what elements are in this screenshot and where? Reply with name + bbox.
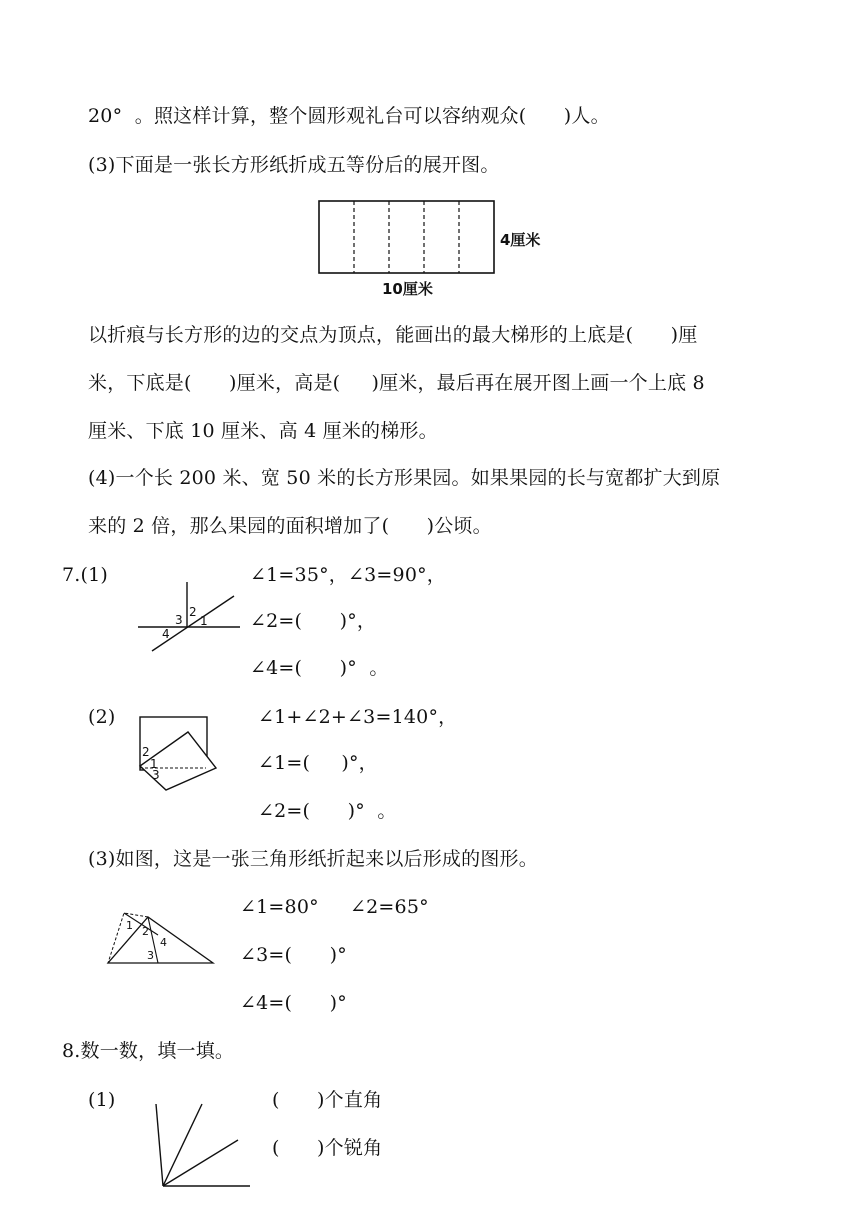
q7-3-title: (3)如图，这是一张三角形纸折起来以后形成的图形。 — [88, 848, 538, 870]
q6-3-line2: 米，下底是( )厘米，高是( )厘米，最后再在展开图上画一个上底 8 — [88, 372, 705, 394]
angle-2-label: 2 — [142, 745, 150, 759]
vertical-ray — [156, 1104, 163, 1186]
intersecting-lines-figure — [130, 574, 245, 654]
angle-1-label: 1 — [150, 757, 158, 771]
angle-1-label: 1 — [126, 919, 133, 932]
folded-triangle-figure — [100, 905, 220, 970]
q7-2-angle2: ∠2=( )° 。 — [258, 800, 397, 822]
q6-3-title: (3)下面是一张长方形纸折成五等份后的展开图。 — [88, 154, 500, 176]
q6-3-line1: 以折痕与长方形的边的交点为顶点，能画出的最大梯形的上底是( )厘 — [88, 324, 698, 346]
angle-3-label: 3 — [152, 768, 160, 782]
q7-1-angle4: ∠4=( )° 。 — [250, 657, 389, 679]
q8-title: 8.数一数，填一填。 — [62, 1040, 235, 1062]
q7-3-angle4: ∠4=( )° — [240, 992, 347, 1014]
q7-1-number: 7.(1) — [62, 564, 109, 586]
q6-2-tail: 20° 。照这样计算，整个圆形观礼台可以容纳观众( )人。 — [88, 105, 610, 127]
angle-2-label: 2 — [142, 925, 149, 938]
angle-2-label: 2 — [189, 605, 197, 619]
angle-3-label: 3 — [147, 949, 154, 962]
q7-3-angle3: ∠3=( )° — [240, 944, 347, 966]
q6-4-line2: 来的 2 倍，那么果园的面积增加了( )公顷。 — [88, 515, 492, 537]
folded-rectangle-figure — [300, 192, 560, 304]
q6-4-line1: (4)一个长 200 米、宽 50 米的长方形果园。如果果园的长与宽都扩大到原 — [88, 467, 721, 489]
angle-1-label: 1 — [200, 614, 208, 628]
q8-1-number: (1) — [88, 1089, 116, 1111]
q7-1-given: ∠1=35°，∠3=90°， — [250, 564, 447, 586]
paper-rectangle — [319, 201, 494, 273]
folded-paper-figure — [130, 710, 220, 795]
q6-3-line3: 厘米、下底 10 厘米、高 4 厘米的梯形。 — [88, 420, 438, 442]
q7-2-given: ∠1+∠2+∠3=140°， — [258, 706, 458, 728]
angle-4-label: 4 — [160, 936, 167, 949]
angle-3-label: 3 — [175, 613, 183, 627]
angles-figure — [150, 1098, 255, 1193]
angle-4-label: 4 — [162, 627, 170, 641]
q8-acute-angle-count: ( )个锐角 — [272, 1137, 383, 1159]
q7-3-given: ∠1=80° ∠2=65° — [240, 896, 429, 918]
q7-2-angle1: ∠1=( )°， — [258, 752, 378, 774]
q7-2-number: (2) — [88, 706, 116, 728]
width-label: 10厘米 — [382, 280, 433, 298]
q8-right-angle-count: ( )个直角 — [272, 1089, 383, 1111]
height-label: 4厘米 — [500, 231, 541, 249]
q7-1-angle2: ∠2=( )°， — [250, 610, 377, 632]
